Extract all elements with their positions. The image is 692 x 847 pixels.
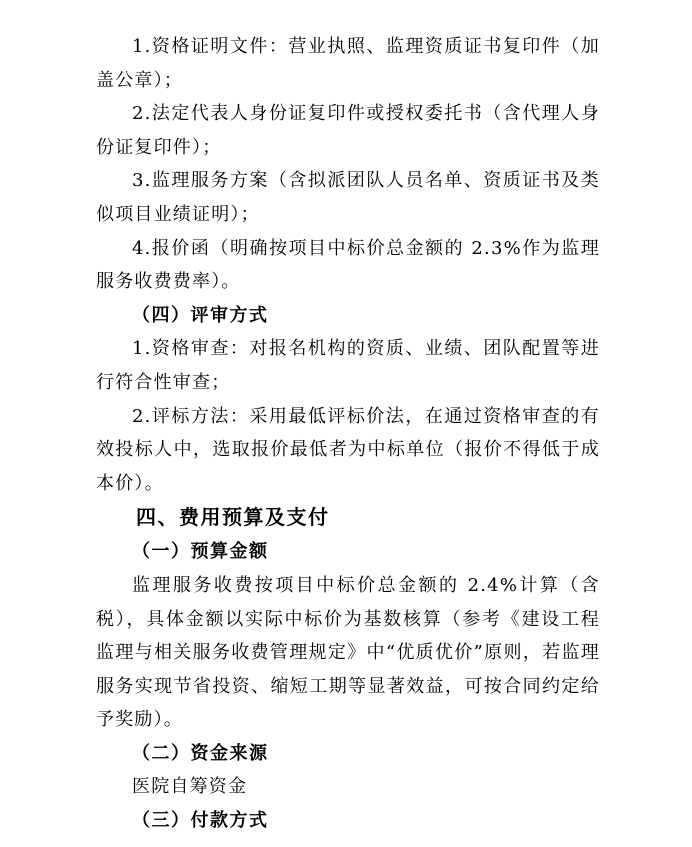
review-item-2: 2.评标方法：采用最低评标价法，在通过资格审查的有效投标人中，选取报价最低者为中标单位（报价不得低于成本价）。 [96,405,600,494]
budget-amount-text: 监理服务收费按项目中标价总金额的 2.4%计算（含税），具体金额以实际中标价为基数核算（参考《建设工程监理与相关服务收费管理规定》中“优质优价”原则，若监理服务实现节省投资、缩短工期等显著效益，可按合同约定给予奖励）。 [96,574,600,731]
funding-source-text: 医院自筹资金 [132,776,248,798]
materials-item-2: 2.法定代表人身份证复印件或授权委托书（含代理人身份证复印件）； [96,103,600,158]
budget-section-heading: 四、费用预算及支付 [136,505,330,530]
budget-amount-heading: （一）预算金额 [132,541,269,563]
materials-item-3: 3.监理服务方案（含拟派团队人员名单、资质证书及类似项目业绩证明）； [96,170,600,225]
review-method-heading: （四）评审方式 [132,304,269,326]
materials-item-4: 4.报价函（明确按项目中标价总金额的 2.3%作为监理服务收费费率）。 [96,237,600,293]
review-item-1: 1.资格审查：对报名机构的资质、业绩、团队配置等进行符合性审查； [96,338,600,393]
funding-source-heading: （二）资金来源 [132,742,269,764]
payment-method-heading: （三）付款方式 [132,810,269,832]
materials-item-1: 1.资格证明文件：营业执照、监理资质证书复印件（加盖公章）； [96,36,600,91]
